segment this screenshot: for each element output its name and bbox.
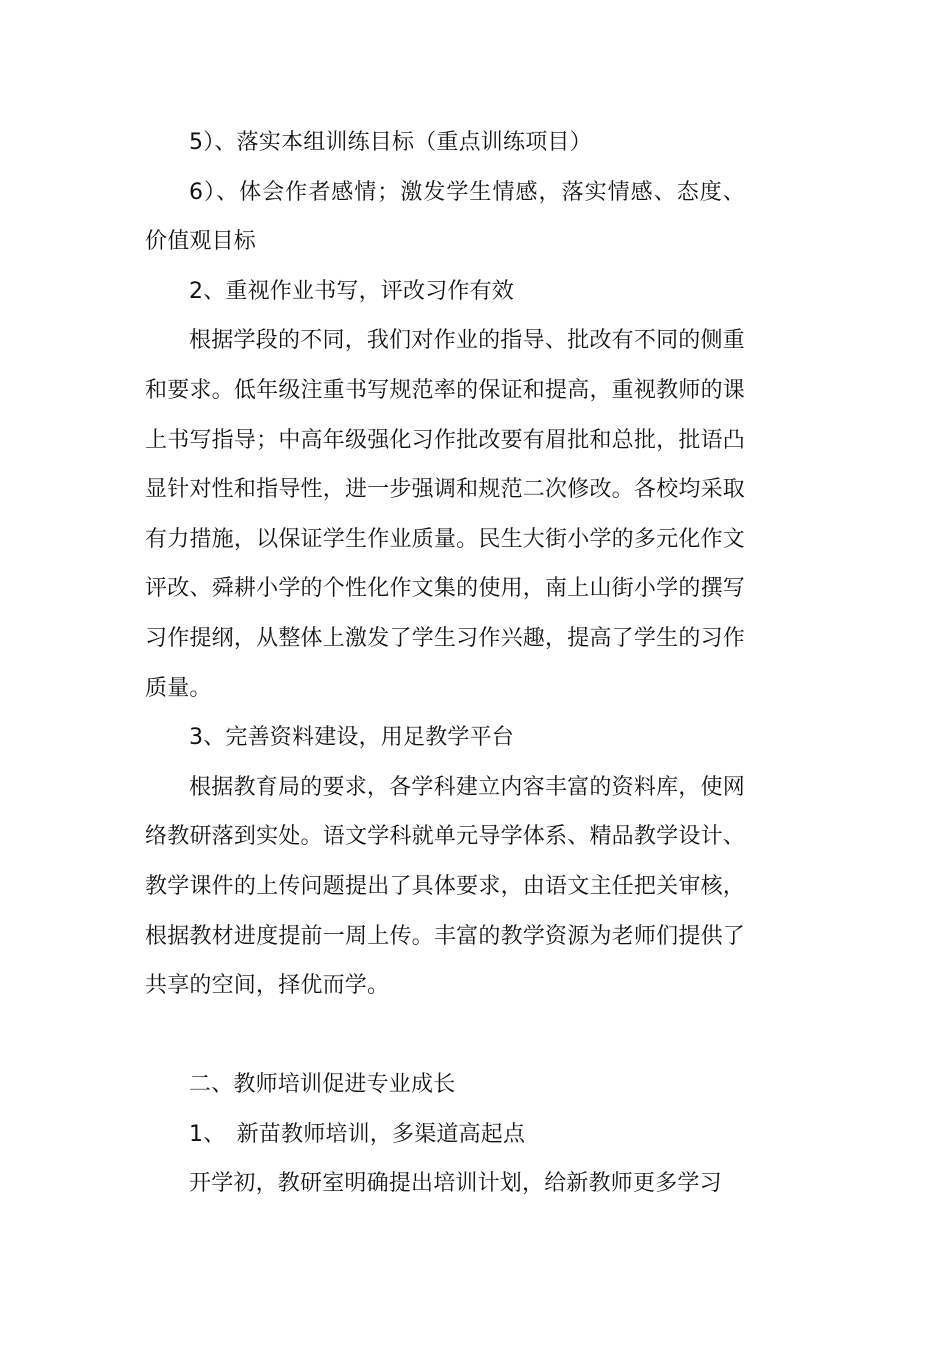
body-paragraph-homework: 根据学段的不同，我们对作业的指导、批改有不同的侧重和要求。低年级注重书写规范率的保证和提高，重视教师的课上书写指导；中高年级强化习作批改要有眉批和总批，批语凸显针对性和指导性，进一步强调和规范二次修改。各校均采取有力措施，以保证学生作业质量。民生大街小学的多元化作文评改、舜耕小学的个性化作文集的使用，南上山街小学的撰写习作提纲，从整体上激发了学生习作兴趣，提高了学生的习作质量。: [145, 328, 745, 701]
section-heading-2: 2、重视作业书写，评改习作有效: [189, 278, 514, 304]
body-paragraph-new-teachers: 开学初，教研室明确提出培训计划，给新教师更多学习: [189, 1171, 722, 1197]
list-item-6: 6）、体会作者感情；激发学生情感，落实情感、态度、价值观目标: [145, 179, 745, 255]
body-paragraph-resources: 根据教育局的要求，各学科建立内容丰富的资料库，使网络教研落到实处。语文学科就单元导学体系、精品教学设计、教学课件的上传问题提出了具体要求，由语文主任把关审核，根据教材进度提前一周上传。丰富的教学资源为老师们提供了共享的空间，择优而学。: [145, 774, 745, 999]
list-item-5: 5）、落实本组训练目标（重点训练项目）: [189, 130, 592, 155]
chapter-heading-teacher-training: 二、教师培训促进专业成长: [189, 1072, 456, 1098]
document-body: [145, 118, 745, 1209]
section-heading-3: 3、完善资料建设，用足教学平台: [189, 725, 514, 751]
paragraph-gap: [145, 1011, 745, 1061]
section-heading-1: 1、 新苗教师培训，多渠道高起点: [189, 1121, 526, 1147]
